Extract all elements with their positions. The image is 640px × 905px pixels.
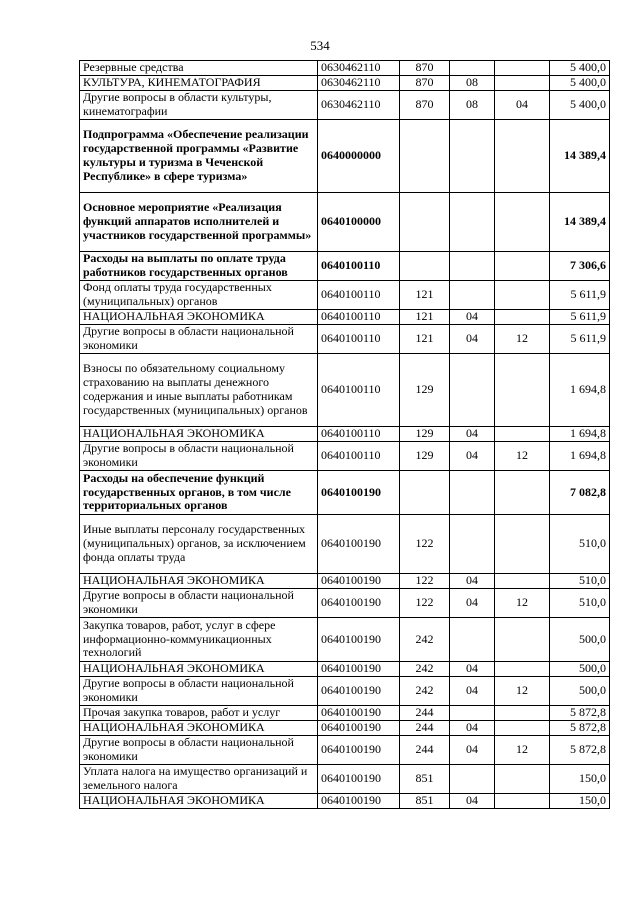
row-code: 0640100190 — [318, 574, 400, 589]
row-code: 0640100110 — [318, 310, 400, 325]
row-section — [450, 354, 495, 427]
row-name: Фонд оплаты труда государственных (муниципальных) органов — [80, 281, 318, 310]
row-subsection: 12 — [495, 677, 550, 706]
row-section — [450, 765, 495, 794]
row-name: КУЛЬТУРА, КИНЕМАТОГРАФИЯ — [80, 76, 318, 91]
row-subsection — [495, 765, 550, 794]
row-amount: 5 400,0 — [550, 61, 610, 76]
table-row — [80, 193, 610, 252]
row-subsection — [495, 471, 550, 515]
row-amount: 14 389,4 — [550, 120, 610, 193]
row-code: 0640100110 — [318, 325, 400, 354]
row-subsection — [495, 706, 550, 721]
row-code: 0640100190 — [318, 589, 400, 618]
row-expense-type: 129 — [400, 354, 450, 427]
row-expense-type: 122 — [400, 515, 450, 574]
row-expense-type: 870 — [400, 61, 450, 76]
row-expense-type: 870 — [400, 76, 450, 91]
row-subsection: 12 — [495, 325, 550, 354]
row-name: Подпрограмма «Обеспечение реализации государственной программы «Развитие культуры и туризма в Чеченской Республике» в сфере туризма» — [80, 120, 318, 193]
row-subsection — [495, 662, 550, 677]
row-amount: 510,0 — [550, 574, 610, 589]
row-section: 08 — [450, 91, 495, 120]
table-row — [80, 662, 610, 677]
row-subsection: 12 — [495, 442, 550, 471]
row-name: НАЦИОНАЛЬНАЯ ЭКОНОМИКА — [80, 721, 318, 736]
row-code: 0640100190 — [318, 662, 400, 677]
row-amount: 5 611,9 — [550, 325, 610, 354]
row-section — [450, 193, 495, 252]
row-amount: 7 306,6 — [550, 252, 610, 281]
row-amount: 5 400,0 — [550, 76, 610, 91]
table-row — [80, 354, 610, 427]
row-name: НАЦИОНАЛЬНАЯ ЭКОНОМИКА — [80, 662, 318, 677]
row-section — [450, 515, 495, 574]
table-row — [80, 589, 610, 618]
row-subsection — [495, 427, 550, 442]
row-amount: 510,0 — [550, 515, 610, 574]
row-section: 04 — [450, 427, 495, 442]
table-row — [80, 765, 610, 794]
table-row — [80, 618, 610, 662]
row-code: 0640100110 — [318, 427, 400, 442]
row-amount: 500,0 — [550, 662, 610, 677]
row-name: Уплата налога на имущество организаций и земельного налога — [80, 765, 318, 794]
row-expense-type: 242 — [400, 677, 450, 706]
row-name: Другие вопросы в области национальной экономики — [80, 736, 318, 765]
row-code: 0640100190 — [318, 721, 400, 736]
table-row — [80, 120, 610, 193]
table-row — [80, 706, 610, 721]
row-amount: 7 082,8 — [550, 471, 610, 515]
row-subsection — [495, 76, 550, 91]
row-expense-type: 244 — [400, 706, 450, 721]
row-section — [450, 706, 495, 721]
row-subsection — [495, 354, 550, 427]
row-code: 0640100110 — [318, 442, 400, 471]
table-row — [80, 471, 610, 515]
table-row — [80, 61, 610, 76]
row-expense-type: 242 — [400, 662, 450, 677]
row-name: Расходы на обеспечение функций государственных органов, в том числе территориальных органов — [80, 471, 318, 515]
row-code: 0630462110 — [318, 91, 400, 120]
row-name: Другие вопросы в области национальной экономики — [80, 589, 318, 618]
row-section: 04 — [450, 442, 495, 471]
row-name: Другие вопросы в области национальной экономики — [80, 442, 318, 471]
table-row — [80, 515, 610, 574]
row-code: 0630462110 — [318, 76, 400, 91]
row-amount: 500,0 — [550, 677, 610, 706]
table-row — [80, 442, 610, 471]
row-section: 08 — [450, 76, 495, 91]
row-expense-type: 870 — [400, 91, 450, 120]
row-code: 0640100110 — [318, 354, 400, 427]
row-code: 0630462110 — [318, 61, 400, 76]
row-code: 0640100110 — [318, 281, 400, 310]
row-name: НАЦИОНАЛЬНАЯ ЭКОНОМИКА — [80, 794, 318, 809]
row-expense-type: 129 — [400, 427, 450, 442]
row-subsection: 04 — [495, 91, 550, 120]
row-expense-type — [400, 252, 450, 281]
table-row — [80, 574, 610, 589]
row-name: НАЦИОНАЛЬНАЯ ЭКОНОМИКА — [80, 427, 318, 442]
table-row — [80, 427, 610, 442]
row-name: Резервные средства — [80, 61, 318, 76]
row-expense-type: 121 — [400, 281, 450, 310]
row-amount: 150,0 — [550, 794, 610, 809]
row-expense-type: 122 — [400, 574, 450, 589]
row-code: 0640100190 — [318, 736, 400, 765]
row-amount: 150,0 — [550, 765, 610, 794]
row-section: 04 — [450, 574, 495, 589]
budget-table — [79, 60, 610, 809]
row-name: Другие вопросы в области национальной экономики — [80, 677, 318, 706]
row-amount: 510,0 — [550, 589, 610, 618]
row-section: 04 — [450, 310, 495, 325]
table-row — [80, 310, 610, 325]
row-subsection — [495, 120, 550, 193]
row-amount: 5 872,8 — [550, 736, 610, 765]
row-expense-type — [400, 471, 450, 515]
row-expense-type: 121 — [400, 310, 450, 325]
row-amount: 5 611,9 — [550, 281, 610, 310]
row-section — [450, 281, 495, 310]
row-code: 0640100190 — [318, 677, 400, 706]
row-name: Основное мероприятие «Реализация функций аппаратов исполнителей и участников государственной программы» — [80, 193, 318, 252]
row-name: Иные выплаты персоналу государственных (муниципальных) органов, за исключением фонда оплаты труда — [80, 515, 318, 574]
row-subsection: 12 — [495, 589, 550, 618]
row-section: 04 — [450, 589, 495, 618]
row-subsection — [495, 618, 550, 662]
row-expense-type: 242 — [400, 618, 450, 662]
row-amount: 500,0 — [550, 618, 610, 662]
row-code: 0640000000 — [318, 120, 400, 193]
table-row — [80, 721, 610, 736]
row-code: 0640100000 — [318, 193, 400, 252]
row-amount: 5 611,9 — [550, 310, 610, 325]
row-subsection — [495, 574, 550, 589]
row-expense-type: 129 — [400, 442, 450, 471]
table-row — [80, 794, 610, 809]
table-row — [80, 91, 610, 120]
row-section: 04 — [450, 662, 495, 677]
table-row — [80, 281, 610, 310]
row-name: Взносы по обязательному социальному страхованию на выплаты денежного содержания и иные выплаты работникам государственных (муниципальных) органов — [80, 354, 318, 427]
row-subsection — [495, 252, 550, 281]
row-section — [450, 252, 495, 281]
row-name: НАЦИОНАЛЬНАЯ ЭКОНОМИКА — [80, 310, 318, 325]
row-code: 0640100190 — [318, 515, 400, 574]
budget-table-body — [80, 61, 610, 809]
row-section: 04 — [450, 721, 495, 736]
row-code: 0640100190 — [318, 794, 400, 809]
row-expense-type: 122 — [400, 589, 450, 618]
row-section: 04 — [450, 677, 495, 706]
row-code: 0640100190 — [318, 706, 400, 721]
row-amount: 5 872,8 — [550, 721, 610, 736]
row-section — [450, 618, 495, 662]
row-subsection — [495, 61, 550, 76]
row-subsection — [495, 193, 550, 252]
row-section: 04 — [450, 325, 495, 354]
row-section: 04 — [450, 736, 495, 765]
row-name: Другие вопросы в области национальной экономики — [80, 325, 318, 354]
table-row — [80, 325, 610, 354]
row-amount: 5 400,0 — [550, 91, 610, 120]
table-row — [80, 252, 610, 281]
row-name: Закупка товаров, работ, услуг в сфере информационно-коммуникационных технологий — [80, 618, 318, 662]
row-expense-type: 244 — [400, 736, 450, 765]
row-subsection — [495, 794, 550, 809]
row-expense-type: 121 — [400, 325, 450, 354]
row-section — [450, 61, 495, 76]
row-code: 0640100190 — [318, 618, 400, 662]
row-expense-type — [400, 193, 450, 252]
row-expense-type — [400, 120, 450, 193]
row-amount: 5 872,8 — [550, 706, 610, 721]
row-amount: 1 694,8 — [550, 354, 610, 427]
row-section: 04 — [450, 794, 495, 809]
page-number: 534 — [310, 38, 330, 53]
row-amount: 1 694,8 — [550, 442, 610, 471]
table-row — [80, 736, 610, 765]
row-expense-type: 851 — [400, 765, 450, 794]
row-subsection — [495, 515, 550, 574]
row-expense-type: 244 — [400, 721, 450, 736]
row-code: 0640100110 — [318, 252, 400, 281]
row-subsection: 12 — [495, 736, 550, 765]
row-amount: 1 694,8 — [550, 427, 610, 442]
row-code: 0640100190 — [318, 765, 400, 794]
row-amount: 14 389,4 — [550, 193, 610, 252]
row-subsection — [495, 310, 550, 325]
row-name: НАЦИОНАЛЬНАЯ ЭКОНОМИКА — [80, 574, 318, 589]
table-row — [80, 76, 610, 91]
table-row — [80, 677, 610, 706]
row-name: Прочая закупка товаров, работ и услуг — [80, 706, 318, 721]
row-code: 0640100190 — [318, 471, 400, 515]
row-name: Расходы на выплаты по оплате труда работников государственных органов — [80, 252, 318, 281]
row-subsection — [495, 721, 550, 736]
row-subsection — [495, 281, 550, 310]
row-section — [450, 471, 495, 515]
row-section — [450, 120, 495, 193]
row-expense-type: 851 — [400, 794, 450, 809]
row-name: Другие вопросы в области культуры, кинематографии — [80, 91, 318, 120]
